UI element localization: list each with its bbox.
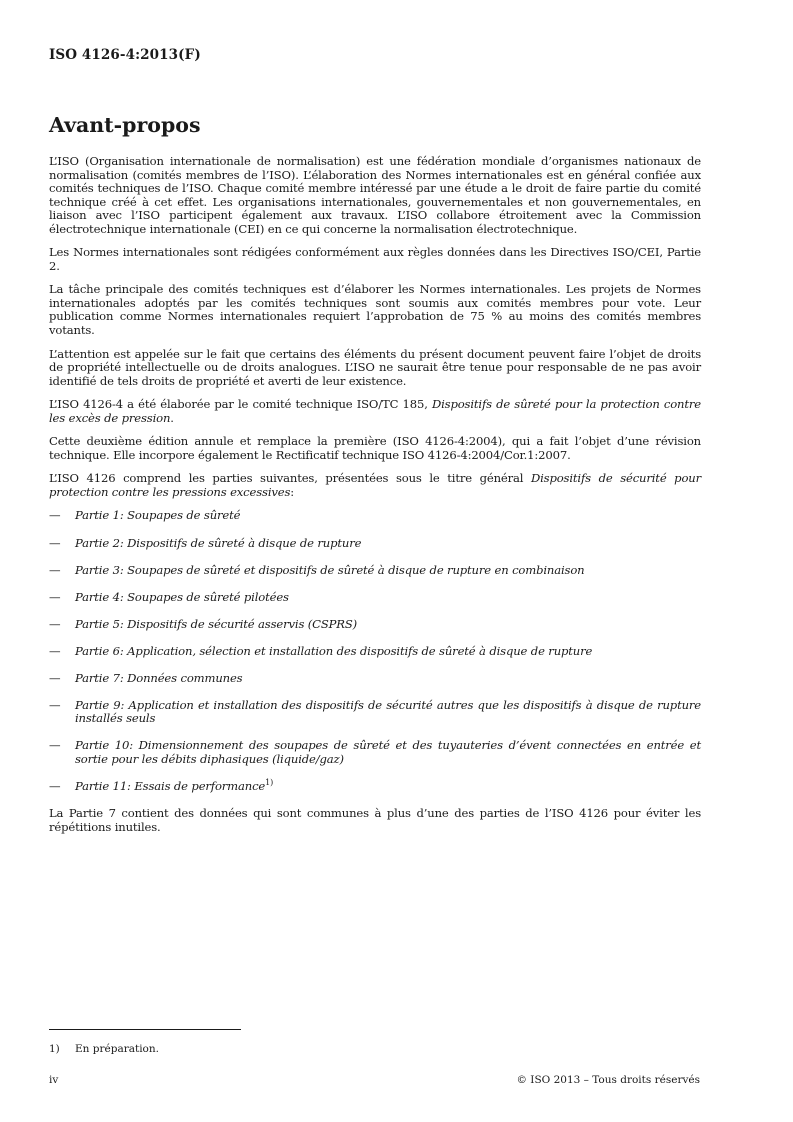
list-item-text: Partie 1: Soupapes de sûreté xyxy=(75,508,241,523)
tc-title: Dispositifs de sûreté pour la protection contre les excès de pression xyxy=(49,397,701,425)
paragraph-main-task: La tâche principale des comités techniques est d’élaborer les Normes internationales. Les projets de Normes internationales adoptés par les comités techniques sont soumis aux comités membres pour vote. Leur publication comme Normes internationales requiert l’approbation de 75 % au moins des comités membres votants. xyxy=(49,282,701,338)
paragraph-directives: Les Normes internationales sont rédigées conformément aux règles données dans les Directives ISO/CEI, Partie 2. xyxy=(49,245,701,273)
dash-marker: — xyxy=(49,697,61,712)
list-item xyxy=(49,780,701,794)
page-number: iv xyxy=(49,1074,59,1086)
list-item-text: Partie 7: Données communes xyxy=(75,670,243,685)
list-item xyxy=(49,645,701,659)
document-identifier: ISO 4126-4:2013(F) xyxy=(49,47,201,63)
footnote xyxy=(49,1043,159,1055)
list-item xyxy=(49,699,701,726)
paragraph-patent-notice: L’attention est appelée sur le fait que certains des éléments du présent document peuvent faire l’objet de droits de propriété intellectuelle ou de droits analogues. L’ISO ne saurait être tenue pour responsable de ne pas avoir identifié de tels droits de propriété et averti de leur existence. xyxy=(49,346,701,388)
copyright-notice: © ISO 2013 – Tous droits réservés xyxy=(516,1074,700,1086)
footnote-text: En préparation. xyxy=(75,1043,159,1055)
list-item xyxy=(49,739,701,766)
section-title: Avant-propos xyxy=(49,113,201,137)
paragraph-edition: Cette deuxième édition annule et remplace la première (ISO 4126-4:2004), qui a fait l’objet d’une révision technique. Elle incorpore également le Rectificatif technique ISO 4126-4:2004/Cor.1:2007. xyxy=(49,434,701,462)
list-item xyxy=(49,537,701,551)
list-item xyxy=(49,509,701,523)
parts-general-title: Dispositifs de sécurité pour protection contre les pressions excessives xyxy=(49,471,701,499)
dash-marker: — xyxy=(49,508,61,523)
paragraph-parts-intro xyxy=(49,472,701,499)
footnote-separator xyxy=(49,1029,241,1030)
foreword-body xyxy=(49,155,701,844)
list-item xyxy=(49,672,701,686)
list-item xyxy=(49,618,701,632)
dash-marker: — xyxy=(49,670,61,685)
list-item-text: Partie 5: Dispositifs de sécurité asservis (CSPRS) xyxy=(75,616,358,631)
paragraph-part7-note: La Partie 7 contient des données qui sont communes à plus d’une des parties de l’ISO 4126 pour éviter les répétitions inutiles. xyxy=(49,806,701,834)
list-item-text: Partie 9: Application et installation des dispositifs de sécurité autres que les dispositifs à disque de rupture installés seuls xyxy=(75,697,701,726)
tc-text: L’ISO 4126-4 a été élaborée par le comité technique ISO/TC 185, xyxy=(49,397,432,412)
list-item-text: Partie 10: Dimensionnement des soupapes de sûreté et des tuyauteries d’évent connectées en entrée et sortie pour les débits diphasiques (liquide/gaz) xyxy=(75,738,701,766)
list-item-text: Partie 6: Application, sélection et installation des dispositifs de sûreté à disque de rupture xyxy=(75,643,593,658)
list-item-text: Partie 11: Essais de performance xyxy=(75,779,266,793)
parts-list xyxy=(49,509,701,793)
dash-marker: — xyxy=(49,643,61,658)
list-item-text: Partie 2: Dispositifs de sûreté à disque de rupture xyxy=(75,535,362,550)
footnote-reference: 1) xyxy=(265,778,274,788)
footnote-mark: 1) xyxy=(49,1043,60,1055)
list-item-text: Partie 4: Soupapes de sûreté pilotées xyxy=(75,589,289,604)
dash-marker: — xyxy=(49,738,61,753)
dash-marker: — xyxy=(49,589,61,604)
list-item-text: Partie 3: Soupapes de sûreté et dispositifs de sûreté à disque de rupture en combinaison xyxy=(75,562,585,577)
list-item xyxy=(49,564,701,578)
parts-intro-text: L’ISO 4126 comprend les parties suivantes, présentées sous le titre général xyxy=(49,471,531,486)
dash-marker: — xyxy=(49,535,61,550)
list-item xyxy=(49,591,701,605)
dash-marker: — xyxy=(49,779,61,793)
tc-suffix: . xyxy=(170,410,174,425)
parts-intro-suffix: : xyxy=(290,484,295,499)
dash-marker: — xyxy=(49,562,61,577)
paragraph-iso-intro: L’ISO (Organisation internationale de normalisation) est une fédération mondiale d’organismes nationaux de normalisation (comités membres de l’ISO). L’élaboration des Normes internationales est en général confiée aux comités techniques de l’ISO. Chaque comité membre intéressé par une étude a le droit de faire partie du comité technique créé à cet effet. Les organisations internationales, gouvernementales et non gouvernementales, en liaison avec l’ISO participent également aux travaux. L’ISO collabore étroitement avec la Commission électrotechnique internationale (CEI) en ce qui concerne la normalisation électrotechnique. xyxy=(49,154,701,236)
dash-marker: — xyxy=(49,616,61,631)
paragraph-technical-committee xyxy=(49,398,701,425)
